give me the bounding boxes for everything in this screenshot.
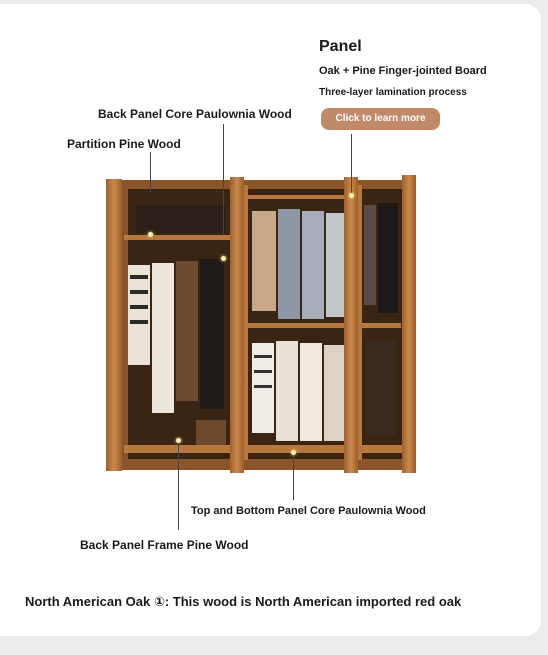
leader-back-core bbox=[223, 124, 224, 234]
door-right bbox=[402, 175, 416, 473]
label-back-panel-core: Back Panel Core Paulownia Wood bbox=[98, 107, 292, 121]
door-inner-right bbox=[344, 177, 358, 473]
leader-panel bbox=[351, 134, 352, 196]
top-rail bbox=[248, 195, 348, 199]
upper-shelf bbox=[124, 235, 234, 240]
panel-subtitle-process: Three-layer lamination process bbox=[319, 87, 467, 98]
hotspot-panel[interactable] bbox=[349, 193, 354, 198]
door-inner-left bbox=[230, 177, 244, 473]
door-left bbox=[106, 179, 122, 471]
middle-rail bbox=[248, 323, 348, 328]
hotspot-back-frame[interactable] bbox=[176, 438, 181, 443]
label-back-panel-frame: Back Panel Frame Pine Wood bbox=[80, 538, 249, 552]
panel-title: Panel bbox=[319, 38, 362, 55]
leader-back-frame bbox=[178, 445, 179, 530]
clothes-middle-lower bbox=[252, 341, 348, 441]
right-rail bbox=[361, 323, 401, 328]
leader-top-bottom bbox=[293, 455, 294, 500]
leader-partition bbox=[150, 152, 151, 192]
clothes-middle-upper bbox=[252, 209, 348, 319]
wardrobe-illustration bbox=[106, 175, 416, 475]
panel-subtitle-material: Oak + Pine Finger-jointed Board bbox=[319, 65, 487, 77]
hotspot-back-core[interactable] bbox=[221, 256, 226, 261]
oak-note: North American Oak ①: This wood is North American imported red oak bbox=[25, 594, 462, 609]
label-partition: Partition Pine Wood bbox=[67, 137, 181, 151]
learn-more-button[interactable]: Click to learn more bbox=[321, 108, 440, 130]
hotspot-partition[interactable] bbox=[148, 232, 153, 237]
hotspot-top-bottom[interactable] bbox=[291, 450, 296, 455]
label-top-bottom-core: Top and Bottom Panel Core Paulownia Wood bbox=[191, 505, 426, 517]
